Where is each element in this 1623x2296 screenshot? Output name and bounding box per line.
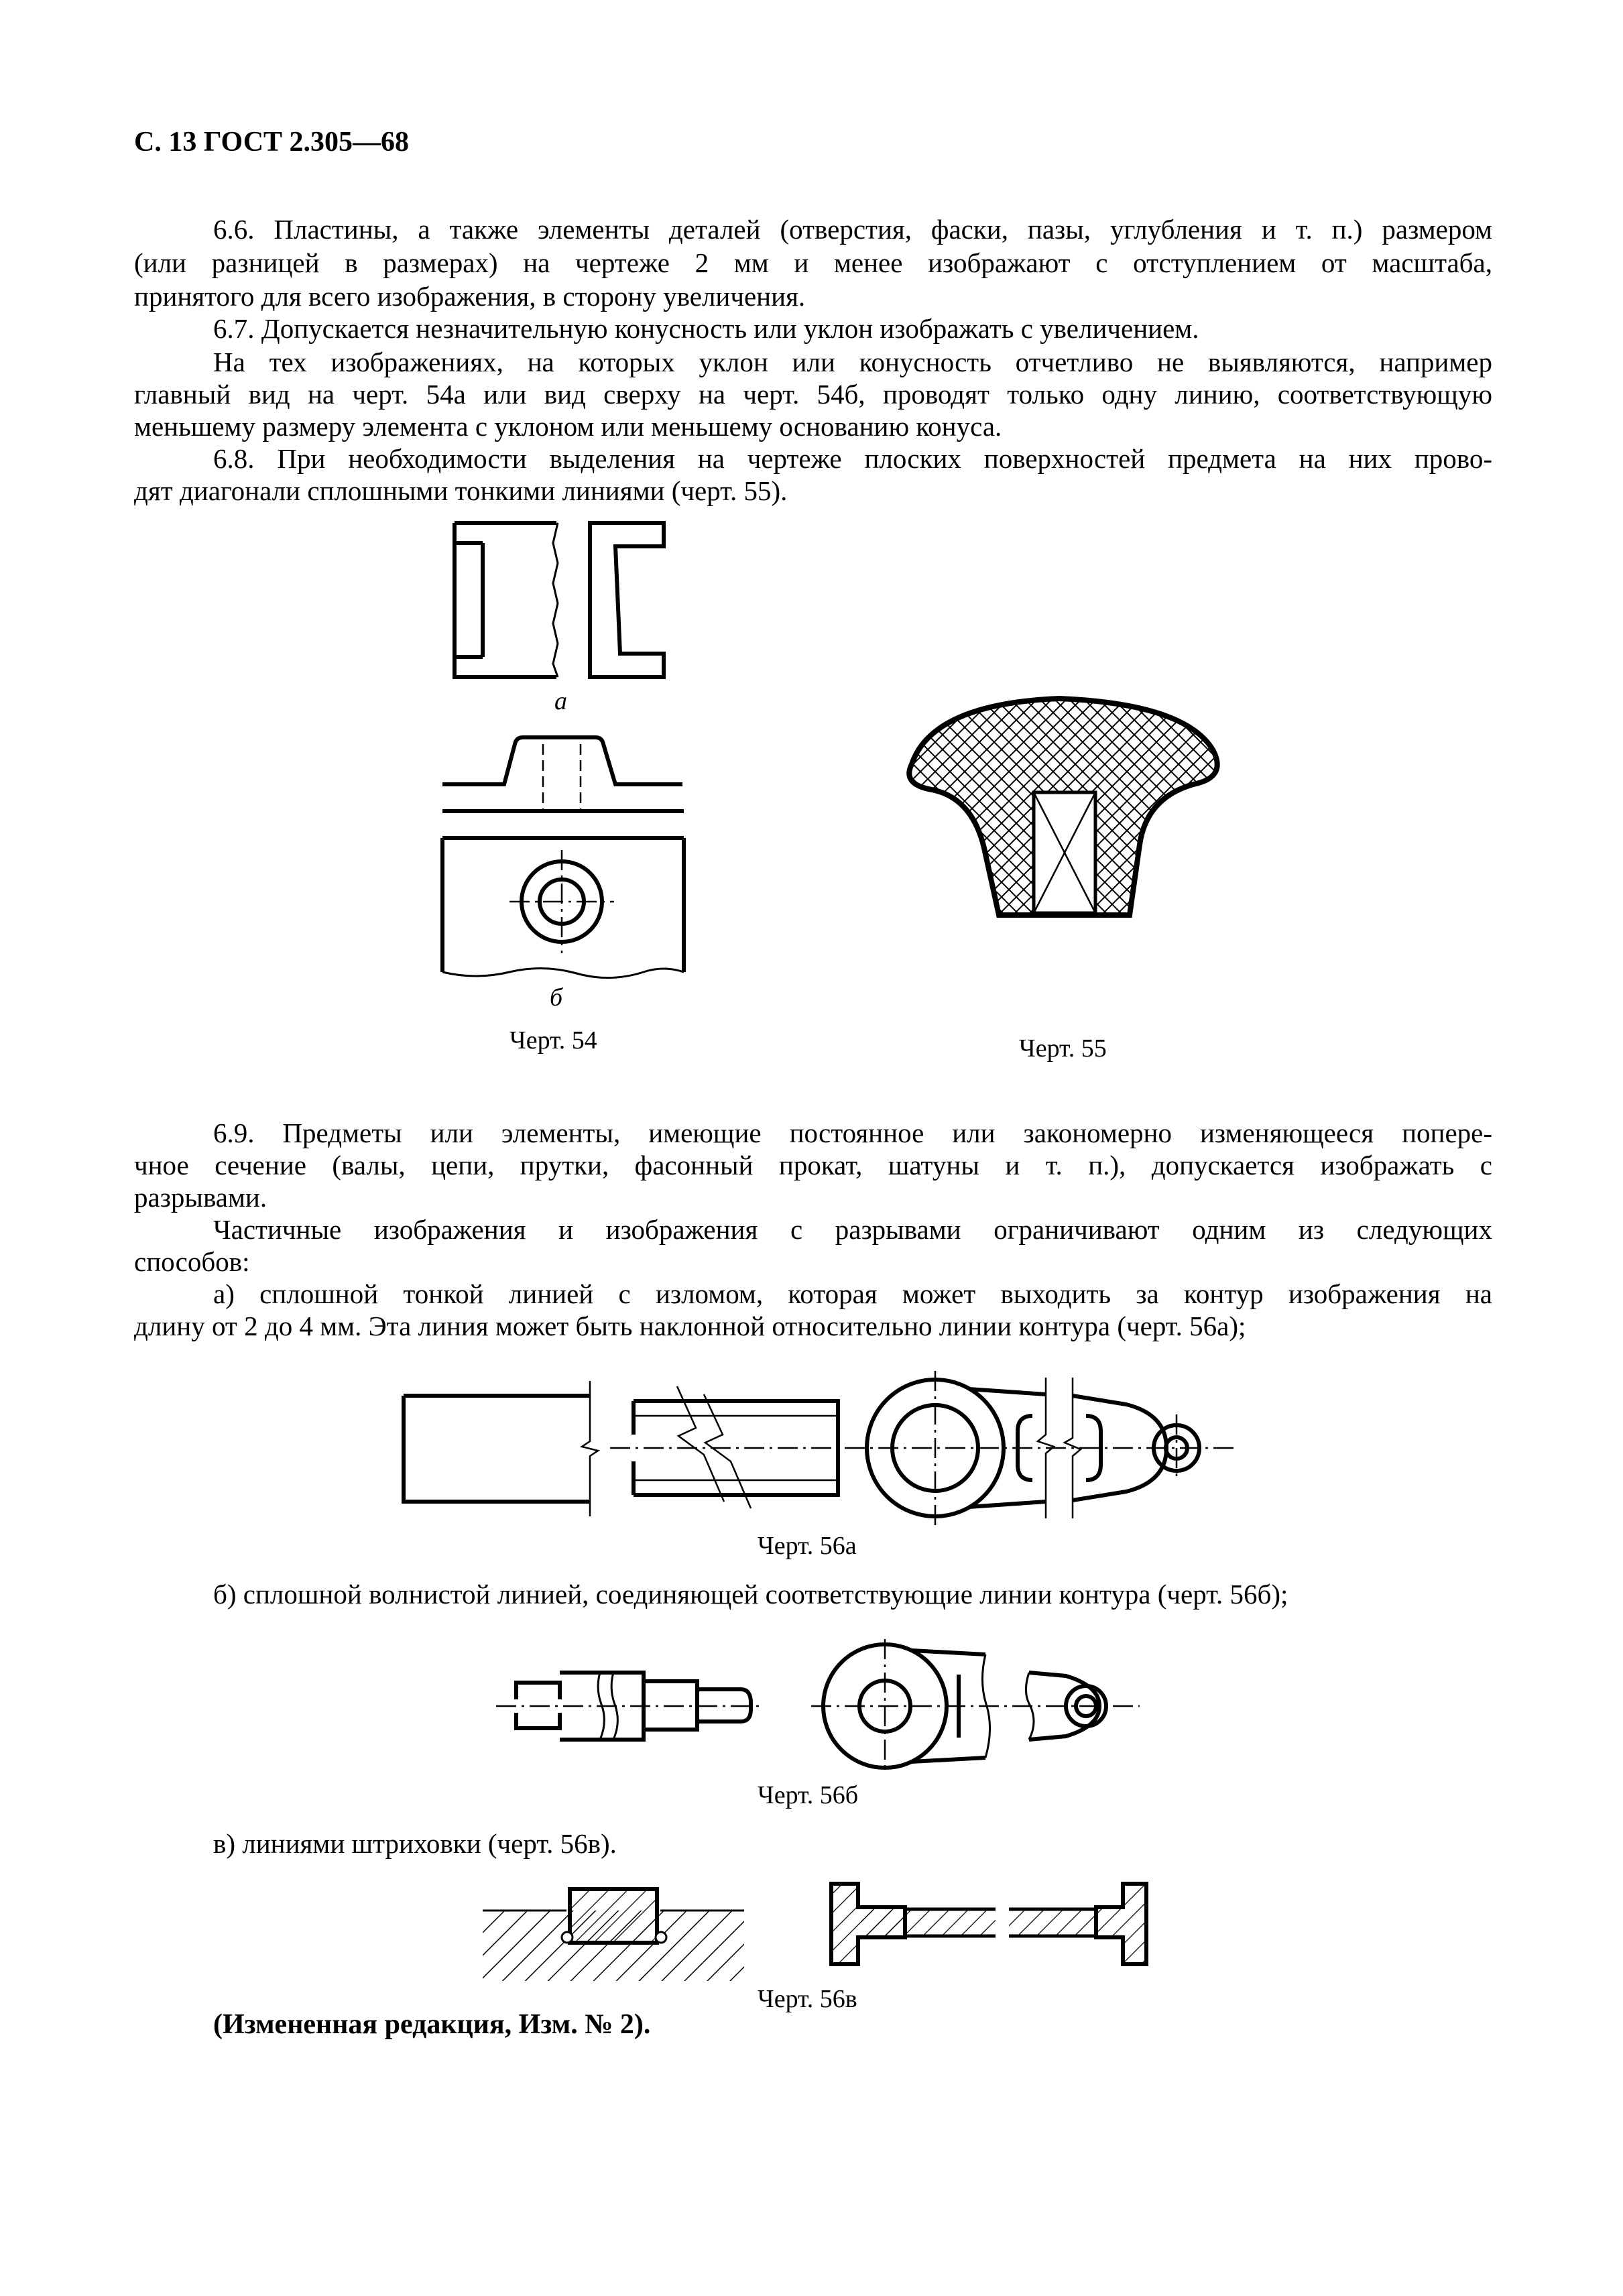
paragraph-6-9-line-2: чное сечение (валы, цепи, прутки, фасонный прокат, шатуны и т. п.), допускается изображать с	[134, 1150, 1492, 1181]
figure-54a-label: а	[554, 687, 567, 715]
paragraph-6-7: 6.7. Допускается незначительную конусность или уклон изображать с увеличением.	[213, 313, 1199, 344]
figure-56v-caption: Черт. 56в	[758, 1985, 857, 2013]
paragraph-partial-line-2: способов:	[134, 1246, 250, 1277]
figure-54-caption: Черт. 54	[509, 1026, 597, 1054]
paragraph-6-7b-line-2: главный вид на черт. 54а или вид сверху на черт. 54б, проводят только одну линию, соответствующую	[134, 379, 1492, 410]
paragraph-6-8-line-2: дят диагонали сплошными тонкими линиями (черт. 55).	[134, 475, 788, 506]
paragraph-6-9-line-1: 6.9. Предметы или элементы, имеющие постоянное или закономерно изменяющееся попере-	[213, 1117, 1492, 1148]
figure-56b-drawing	[496, 1636, 1140, 1776]
paragraph-v: в) линиями штриховки (черт. 56в).	[213, 1828, 617, 1859]
figure-54a-drawing	[442, 516, 684, 690]
figure-56a-caption: Черт. 56а	[758, 1532, 857, 1560]
paragraph-a-line-1: а) сплошной тонкой линией с изломом, которая может выходить за контур изображения на	[213, 1278, 1492, 1309]
paragraph-partial-line-1: Частичные изображения и изображения с разрывами ограничивают одним из следующих	[213, 1214, 1492, 1245]
figure-54b-drawing	[436, 731, 690, 985]
figure-55-drawing	[898, 690, 1234, 945]
paragraph-6-9-line-3: разрывами.	[134, 1182, 267, 1213]
paragraph-6-6-line-1: 6.6. Пластины, а также элементы деталей (отверстия, фаски, пазы, углубления и т. п.) размером	[213, 214, 1492, 245]
paragraph-6-8-line-1: 6.8. При необходимости выделения на чертеже плоских поверхностей предмета на них прово-	[213, 443, 1492, 474]
paragraph-6-7b-line-3: меньшему размеру элемента с уклоном или меньшему основанию конуса.	[134, 411, 1002, 442]
figure-56b-caption: Черт. 56б	[758, 1781, 859, 1809]
figure-56a-drawing	[396, 1368, 1240, 1528]
figure-56v-drawing	[476, 1870, 1153, 1991]
paragraph-6-6-line-2: (или разницей в размерах) на чертеже 2 мм и менее изображают с отступлением от масштаба,	[134, 247, 1492, 278]
page-header: С. 13 ГОСТ 2.305—68	[134, 127, 410, 158]
amendment-note: (Измененная редакция, Изм. № 2).	[213, 2009, 651, 2040]
paragraph-b: б) сплошной волнистой линией, соединяющей соответствующие линии контура (черт. 56б);	[213, 1579, 1288, 1610]
figure-54b-label: б	[550, 983, 563, 1012]
paragraph-a-line-2: длину от 2 до 4 мм. Эта линия может быть наклонной относительно линии контура (черт. 56а);	[134, 1311, 1246, 1341]
paragraph-6-6-line-3: принятого для всего изображения, в сторону увеличения.	[134, 281, 806, 312]
figure-55-caption: Черт. 55	[1019, 1034, 1107, 1063]
paragraph-6-7b-line-1: На тех изображениях, на которых уклон или конусность отчетливо не выявляются, например	[213, 347, 1492, 377]
